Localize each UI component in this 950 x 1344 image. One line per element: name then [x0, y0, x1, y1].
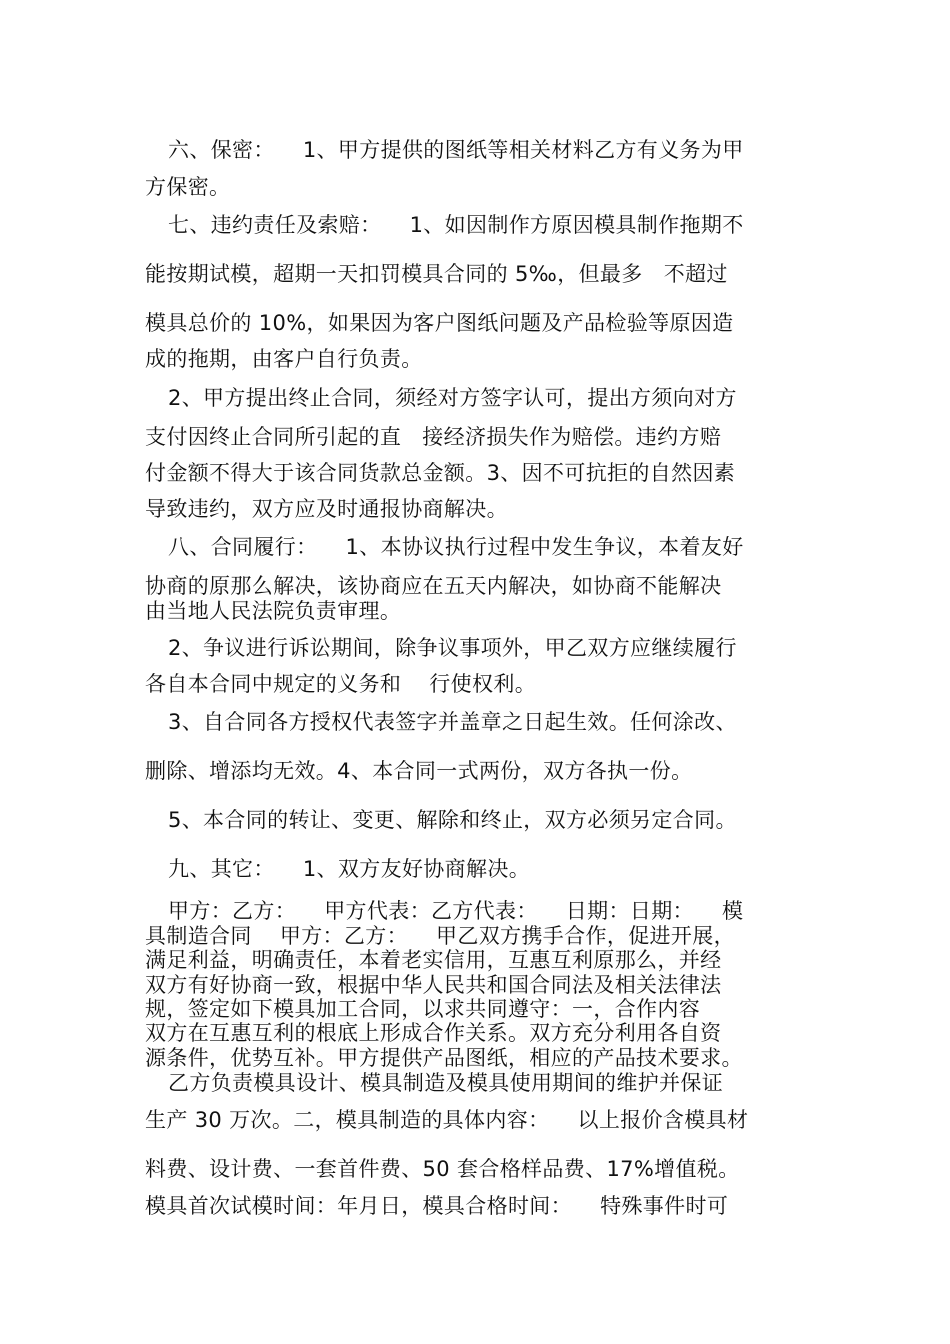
text-line: 各自本合同中规定的义务和 行使权利。	[145, 672, 537, 696]
text-line: 协商的原那么解决，该协商应在五天内解决，如协商不能解决	[145, 574, 722, 598]
text-line: 导致违约，双方应及时通报协商解决。	[145, 497, 508, 521]
text-line: 八、合同履行： 1、本协议执行过程中发生争议，本着友好	[168, 535, 744, 559]
text-line: 九、其它： 1、双方友好协商解决。	[168, 857, 531, 881]
text-line: 支付因终止合同所引起的直 接经济损失作为赔偿。违约方赔	[145, 425, 722, 449]
text-line: 3、自合同各方授权代表签字并盖章之日起生效。任何涂改、	[168, 710, 737, 734]
text-line: 模具总价的 10%，如果因为客户图纸问题及产品检验等原因造	[145, 311, 734, 335]
text-line: 由当地人民法院负责审理。	[145, 599, 402, 623]
text-line: 源条件，优势互补。甲方提供产品图纸，相应的产品技术要求。	[145, 1046, 743, 1070]
text-line: 2、甲方提出终止合同，须经对方签字认可，提出方须向对方	[168, 386, 737, 410]
text-line: 料费、设计费、一套首件费、50 套合格样品费、17%增值税。	[145, 1157, 740, 1181]
text-line: 成的拖期，由客户自行负责。	[145, 347, 423, 371]
text-line: 规，签定如下模具加工合同，以求共同遵守：一，合作内容	[145, 997, 701, 1021]
text-line: 七、违约责任及索赔： 1、如因制作方原因模具制作拖期不	[168, 213, 744, 237]
text-line: 具制造合同 甲方：乙方： 甲乙双方携手合作，促进开展，	[145, 924, 735, 948]
text-line: 双方有好协商一致，根据中华人民共和国合同法及相关法律法	[145, 973, 722, 997]
text-line: 删除、增添均无效。4、本合同一式两份，双方各执一份。	[145, 759, 693, 783]
text-line: 能按期试模，超期一天扣罚模具合同的 5‰，但最多 不超过	[145, 262, 728, 286]
text-line: 双方在互惠互利的根底上形成合作关系。双方充分利用各自资	[145, 1021, 722, 1045]
text-line: 生产 30 万次。二，模具制造的具体内容： 以上报价含模具材	[145, 1108, 749, 1132]
text-line: 2、争议进行诉讼期间，除争议事项外，甲乙双方应继续履行	[168, 636, 737, 660]
text-line: 方保密。	[145, 175, 231, 199]
text-line: 付金额不得大于该合同货款总金额。3、因不可抗拒的自然因素	[145, 461, 736, 485]
text-line: 六、保密： 1、甲方提供的图纸等相关材料乙方有义务为甲	[168, 138, 744, 162]
text-line: 甲方：乙方： 甲方代表：乙方代表： 日期：日期： 模	[168, 899, 744, 923]
text-line: 满足利益，明确责任，本着老实信用，互惠互利原那么，并经	[145, 948, 722, 972]
text-line: 乙方负责模具设计、模具制造及模具使用期间的维护并保证	[168, 1071, 724, 1095]
text-line: 模具首次试模时间：年月日，模具合格时间： 特殊事件时可	[145, 1194, 729, 1218]
text-line: 5、本合同的转让、变更、解除和终止，双方必须另定合同。	[168, 808, 737, 832]
